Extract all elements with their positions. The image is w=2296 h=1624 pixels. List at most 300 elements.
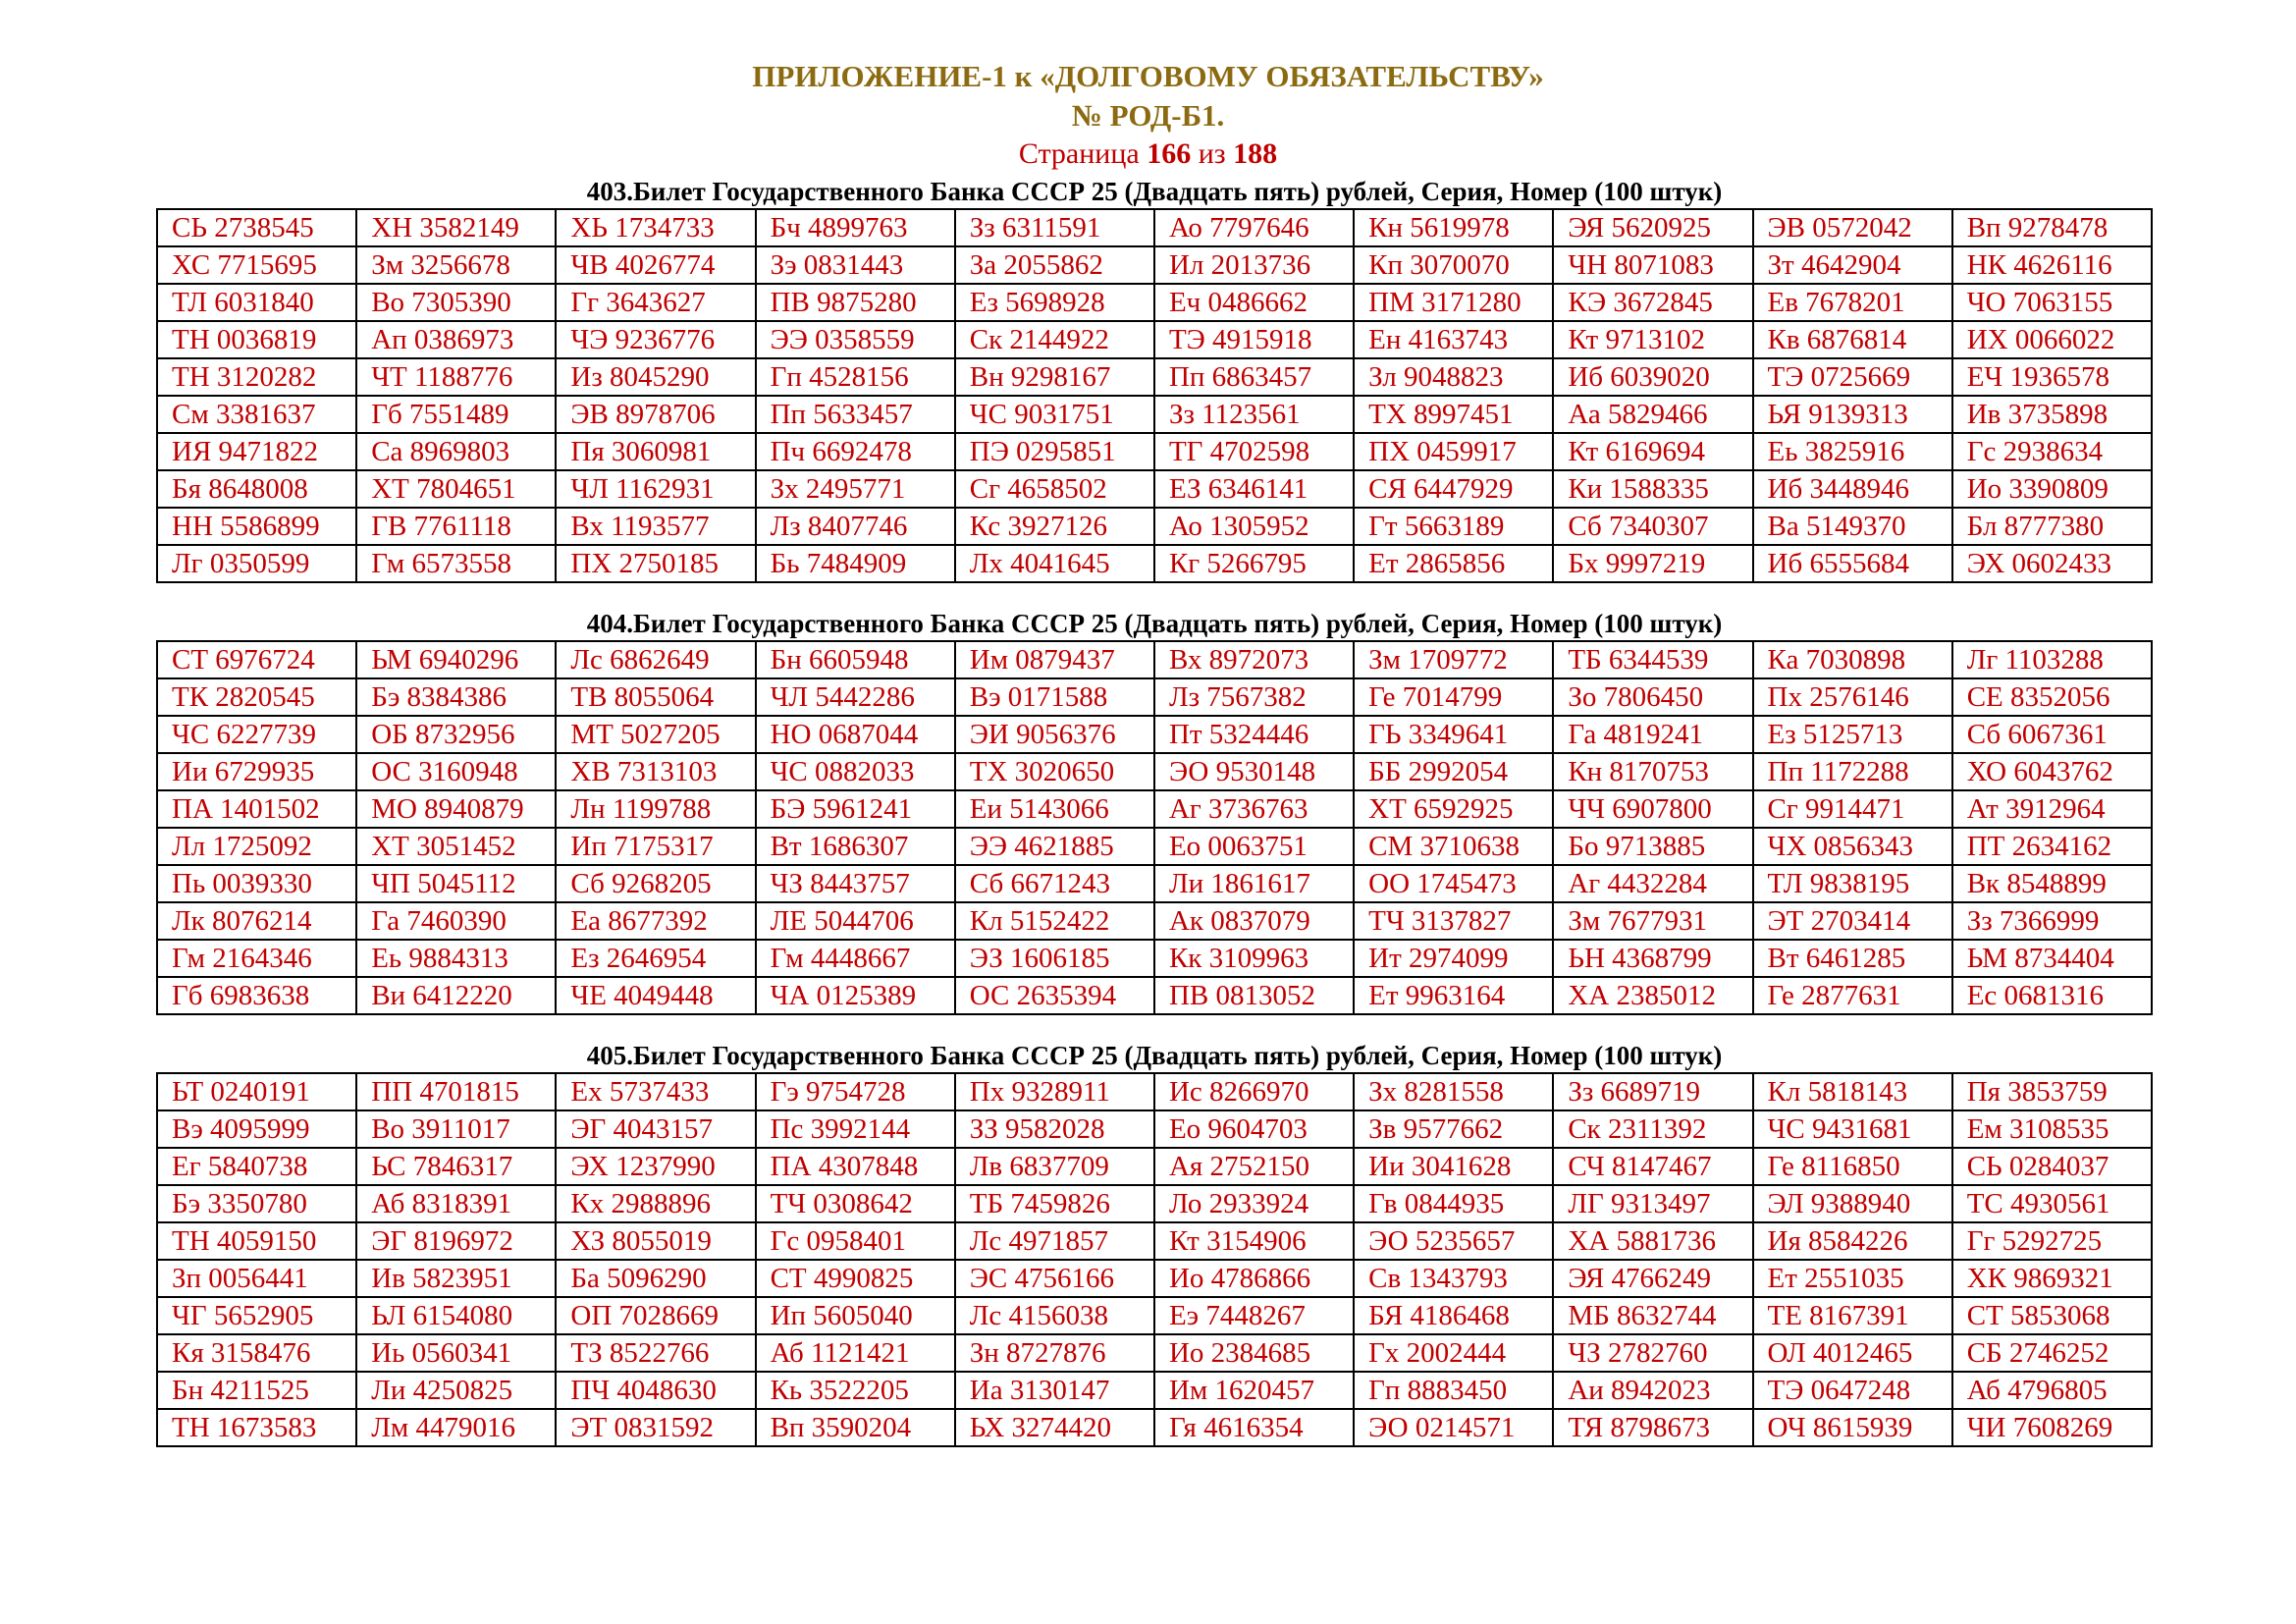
serial-cell: ТЯ 8798673 <box>1553 1409 1752 1446</box>
serial-cell: Лс 4156038 <box>955 1297 1154 1334</box>
serial-cell: Бя 8648008 <box>157 470 356 508</box>
serial-cell: Зм 3256678 <box>356 246 556 284</box>
serial-cell: ТБ 6344539 <box>1553 641 1752 678</box>
serial-cell: ЧЭ 9236776 <box>556 321 755 358</box>
page-prefix: Страница <box>1018 137 1148 170</box>
serial-cell: ТЭ 0725669 <box>1753 358 1952 396</box>
serial-cell: ЧС 9431681 <box>1753 1110 1952 1148</box>
serial-cell: Кх 2988896 <box>556 1185 755 1222</box>
serial-cell: Ив 5823951 <box>356 1260 556 1297</box>
serial-cell: ТЛ 9838195 <box>1753 865 1952 902</box>
serial-cell: Гс 2938634 <box>1952 433 2152 470</box>
serial-cell: Лв 6837709 <box>955 1148 1154 1185</box>
serial-cell: Ба 5096290 <box>556 1260 755 1297</box>
serial-cell: Вт 1686307 <box>756 828 955 865</box>
serial-cell: СБ 2746252 <box>1952 1334 2152 1372</box>
table-row <box>157 678 2152 716</box>
serial-cell: Ис 8266970 <box>1154 1073 1354 1110</box>
serial-cell: Аб 1121421 <box>756 1334 955 1372</box>
serial-cell: Вн 9298167 <box>955 358 1154 396</box>
serial-cell: Ез 5698928 <box>955 284 1154 321</box>
serial-cell: ЧС 9031751 <box>955 396 1154 433</box>
serial-cell: Кт 6169694 <box>1553 433 1752 470</box>
serial-cell: ОП 7028669 <box>556 1297 755 1334</box>
serial-cell: ЬМ 8734404 <box>1952 940 2152 977</box>
serial-cell: ОС 3160948 <box>356 753 556 790</box>
serial-cell: Пт 5324446 <box>1154 716 1354 753</box>
serial-cell: ЭХ 0602433 <box>1952 545 2152 582</box>
table-row <box>157 545 2152 582</box>
table-row <box>157 1297 2152 1334</box>
serial-cell: СТ 5853068 <box>1952 1297 2152 1334</box>
serial-cell: Аб 4796805 <box>1952 1372 2152 1409</box>
serial-cell: Ех 5737433 <box>556 1073 755 1110</box>
serial-cell: Иб 6039020 <box>1553 358 1752 396</box>
serial-cell: Лс 4971857 <box>955 1222 1154 1260</box>
serial-cell: Зт 4642904 <box>1753 246 1952 284</box>
serial-cell: Во 3911017 <box>356 1110 556 1148</box>
serial-cell: Вх 8972073 <box>1154 641 1354 678</box>
serial-cell: Кп 3070070 <box>1354 246 1553 284</box>
serial-cell: Лз 8407746 <box>756 508 955 545</box>
table-row <box>157 828 2152 865</box>
serial-cell: ОО 1745473 <box>1354 865 1553 902</box>
serial-cell: Кя 3158476 <box>157 1334 356 1372</box>
serial-cell: Бн 4211525 <box>157 1372 356 1409</box>
serial-cell: ТГ 4702598 <box>1154 433 1354 470</box>
serial-cell: ЭЗ 1606185 <box>955 940 1154 977</box>
table-row <box>157 865 2152 902</box>
serial-cell: ЭС 4756166 <box>955 1260 1154 1297</box>
serial-cell: ТН 0036819 <box>157 321 356 358</box>
serial-cell: Ио 3390809 <box>1952 470 2152 508</box>
serial-cell: ЧН 8071083 <box>1553 246 1752 284</box>
serial-cell: ПЭ 0295851 <box>955 433 1154 470</box>
serial-cell: ТЧ 3137827 <box>1354 902 1553 940</box>
serial-cell: Пя 3853759 <box>1952 1073 2152 1110</box>
serial-cell: ЧЛ 5442286 <box>756 678 955 716</box>
serial-cell: Еа 8677392 <box>556 902 755 940</box>
table-row <box>157 716 2152 753</box>
serial-cell: Лг 1103288 <box>1952 641 2152 678</box>
serial-cell: Пх 2576146 <box>1753 678 1952 716</box>
serial-cell: ТЭ 4915918 <box>1154 321 1354 358</box>
serial-cell: Га 4819241 <box>1553 716 1752 753</box>
serial-cell: ПА 4307848 <box>756 1148 955 1185</box>
serial-cell: ТК 2820545 <box>157 678 356 716</box>
section-title: 405.Билет Государственного Банка СССР 25 (Двадцать пять) рублей, Серия, Номер (100 штук) <box>586 1041 1723 1070</box>
serial-cell: Зз 6689719 <box>1553 1073 1752 1110</box>
serial-cell: ЭО 9530148 <box>1154 753 1354 790</box>
serial-cell: ЧП 5045112 <box>356 865 556 902</box>
serial-cell: Ат 3912964 <box>1952 790 2152 828</box>
serial-cell: Аг 4432284 <box>1553 865 1752 902</box>
serial-cell: Ен 4163743 <box>1354 321 1553 358</box>
serial-cell: Зл 9048823 <box>1354 358 1553 396</box>
serial-cell: Бл 8777380 <box>1952 508 2152 545</box>
serial-cell: Ет 9963164 <box>1354 977 1553 1014</box>
serial-cell: Во 7305390 <box>356 284 556 321</box>
serial-cell: Сг 9914471 <box>1753 790 1952 828</box>
serial-cell: ТН 4059150 <box>157 1222 356 1260</box>
serial-cell: Кк 3109963 <box>1154 940 1354 977</box>
serial-cell: Сб 7340307 <box>1553 508 1752 545</box>
serial-cell: Бь 7484909 <box>756 545 955 582</box>
serial-cell: Гг 5292725 <box>1952 1222 2152 1260</box>
serial-cell: Лм 4479016 <box>356 1409 556 1446</box>
page-total: 188 <box>1233 137 1278 170</box>
serial-cell: ЧЛ 1162931 <box>556 470 755 508</box>
serial-cell: ХЗ 8055019 <box>556 1222 755 1260</box>
serial-cell: Вэ 4095999 <box>157 1110 356 1148</box>
serial-cell: Ви 6412220 <box>356 977 556 1014</box>
serial-cell: Пс 3992144 <box>756 1110 955 1148</box>
serial-cell: Ип 7175317 <box>556 828 755 865</box>
serial-cell: Аб 8318391 <box>356 1185 556 1222</box>
serial-cell: ББ 2992054 <box>1354 753 1553 790</box>
table-row <box>157 508 2152 545</box>
serial-cell: СЬ 0284037 <box>1952 1148 2152 1185</box>
section-title: 403.Билет Государственного Банка СССР 25 (Двадцать пять) рублей, Серия, Номер (100 штук) <box>586 177 1723 206</box>
serial-cell: Ит 2974099 <box>1354 940 1553 977</box>
serial-cell: Зх 2495771 <box>756 470 955 508</box>
serial-cell: ХТ 3051452 <box>356 828 556 865</box>
serial-cell: Ез 2646954 <box>556 940 755 977</box>
serial-cell: Гх 2002444 <box>1354 1334 1553 1372</box>
serial-cell: Кс 3927126 <box>955 508 1154 545</box>
serial-cell: Иь 0560341 <box>356 1334 556 1372</box>
serial-cell: Гб 6983638 <box>157 977 356 1014</box>
serial-cell: Аа 5829466 <box>1553 396 1752 433</box>
serial-cell: Лс 6862649 <box>556 641 755 678</box>
table-row <box>157 1260 2152 1297</box>
serial-cell: Им 1620457 <box>1154 1372 1354 1409</box>
serial-table <box>156 1072 2153 1447</box>
serial-cell: ЛЕ 5044706 <box>756 902 955 940</box>
serial-cell: Вт 6461285 <box>1753 940 1952 977</box>
serial-cell: ХА 2385012 <box>1553 977 1752 1014</box>
serial-cell: ХА 5881736 <box>1553 1222 1752 1260</box>
serial-cell: ИЯ 9471822 <box>157 433 356 470</box>
serial-cell: НК 4626116 <box>1952 246 2152 284</box>
serial-cell: ХВ 7313103 <box>556 753 755 790</box>
serial-cell: ТЛ 6031840 <box>157 284 356 321</box>
serial-cell: Зз 6311591 <box>955 209 1154 246</box>
serial-cell: Зз 1123561 <box>1154 396 1354 433</box>
serial-cell: Аи 8942023 <box>1553 1372 1752 1409</box>
serial-cell: Кт 3154906 <box>1154 1222 1354 1260</box>
serial-cell: Сб 9268205 <box>556 865 755 902</box>
serial-cell: За 2055862 <box>955 246 1154 284</box>
serial-cell: ПВ 0813052 <box>1154 977 1354 1014</box>
serial-cell: Зз 7366999 <box>1952 902 2152 940</box>
serial-cell: Пч 6692478 <box>756 433 955 470</box>
serial-cell: ХН 3582149 <box>356 209 556 246</box>
serial-cell: ЧС 6227739 <box>157 716 356 753</box>
serial-cell: ТН 1673583 <box>157 1409 356 1446</box>
serial-cell: Гя 4616354 <box>1154 1409 1354 1446</box>
serial-cell: ЭЯ 4766249 <box>1553 1260 1752 1297</box>
table-row <box>157 790 2152 828</box>
serial-cell: Лн 1199788 <box>556 790 755 828</box>
table-row <box>157 470 2152 508</box>
table-row <box>157 284 2152 321</box>
serial-cell: Зх 8281558 <box>1354 1073 1553 1110</box>
serial-cell: Кг 5266795 <box>1154 545 1354 582</box>
serial-cell: Ия 8584226 <box>1753 1222 1952 1260</box>
serial-cell: НН 5586899 <box>157 508 356 545</box>
table-row <box>157 902 2152 940</box>
serial-cell: Ил 2013736 <box>1154 246 1354 284</box>
serial-cell: СЕ 8352056 <box>1952 678 2152 716</box>
serial-cell: Ге 2877631 <box>1753 977 1952 1014</box>
serial-cell: ЭЭ 4621885 <box>955 828 1154 865</box>
serial-cell: КЭ 3672845 <box>1553 284 1752 321</box>
serial-cell: Бх 9997219 <box>1553 545 1752 582</box>
serial-cell: ЬМ 6940296 <box>356 641 556 678</box>
serial-cell: ЗЗ 9582028 <box>955 1110 1154 1148</box>
serial-cell: Вп 9278478 <box>1952 209 2152 246</box>
serial-cell: Ет 2865856 <box>1354 545 1553 582</box>
serial-cell: ЕЧ 1936578 <box>1952 358 2152 396</box>
serial-cell: Зм 1709772 <box>1354 641 1553 678</box>
serial-cell: Вк 8548899 <box>1952 865 2152 902</box>
serial-cell: ЧВ 4026774 <box>556 246 755 284</box>
serial-table <box>156 640 2153 1015</box>
serial-cell: Ео 9604703 <box>1154 1110 1354 1148</box>
serial-cell: Зн 8727876 <box>955 1334 1154 1372</box>
serial-cell: Ге 7014799 <box>1354 678 1553 716</box>
serial-cell: Зв 9577662 <box>1354 1110 1553 1148</box>
serial-cell: Ии 6729935 <box>157 753 356 790</box>
serial-cell: Еь 9884313 <box>356 940 556 977</box>
serial-cell: ЬЛ 6154080 <box>356 1297 556 1334</box>
serial-cell: ЭЭ 0358559 <box>756 321 955 358</box>
serial-cell: Вп 3590204 <box>756 1409 955 1446</box>
serial-cell: ТБ 7459826 <box>955 1185 1154 1222</box>
serial-cell: ПМ 3171280 <box>1354 284 1553 321</box>
serial-cell: ЭТ 2703414 <box>1753 902 1952 940</box>
serial-cell: Сб 6067361 <box>1952 716 2152 753</box>
serial-cell: Бн 6605948 <box>756 641 955 678</box>
serial-cell: ЕЗ 6346141 <box>1154 470 1354 508</box>
serial-cell: Ео 0063751 <box>1154 828 1354 865</box>
serial-cell: Гв 0844935 <box>1354 1185 1553 1222</box>
serial-cell: Ем 3108535 <box>1952 1110 2152 1148</box>
serial-cell: Иб 6555684 <box>1753 545 1952 582</box>
serial-cell: ОС 2635394 <box>955 977 1154 1014</box>
serial-cell: ЭО 0214571 <box>1354 1409 1553 1446</box>
serial-cell: Иа 3130147 <box>955 1372 1154 1409</box>
serial-cell: Лл 1725092 <box>157 828 356 865</box>
serial-cell: Ге 8116850 <box>1753 1148 1952 1185</box>
serial-cell: Гс 0958401 <box>756 1222 955 1260</box>
serial-cell: Вх 1193577 <box>556 508 755 545</box>
serial-cell: Сг 4658502 <box>955 470 1154 508</box>
serial-cell: Ап 0386973 <box>356 321 556 358</box>
serial-cell: СМ 3710638 <box>1354 828 1553 865</box>
serial-cell: СЯ 6447929 <box>1354 470 1553 508</box>
serial-cell: ЧЗ 8443757 <box>756 865 955 902</box>
serial-cell: ГЬ 3349641 <box>1354 716 1553 753</box>
section-title: 404.Билет Государственного Банка СССР 25 (Двадцать пять) рублей, Серия, Номер (100 штук) <box>586 609 1723 638</box>
serial-cell: Еь 3825916 <box>1753 433 1952 470</box>
table-row <box>157 246 2152 284</box>
table-row <box>157 641 2152 678</box>
serial-cell: ХС 7715695 <box>157 246 356 284</box>
serial-cell: ОЧ 8615939 <box>1753 1409 1952 1446</box>
serial-cell: ЭГ 4043157 <box>556 1110 755 1148</box>
serial-cell: Ки 1588335 <box>1553 470 1752 508</box>
serial-cell: ХО 6043762 <box>1952 753 2152 790</box>
serial-cell: ЬС 7846317 <box>356 1148 556 1185</box>
table-row <box>157 1148 2152 1185</box>
serial-cell: СЧ 8147467 <box>1553 1148 1752 1185</box>
serial-cell: ОЛ 4012465 <box>1753 1334 1952 1372</box>
serial-cell: Кн 5619978 <box>1354 209 1553 246</box>
serial-cell: Из 8045290 <box>556 358 755 396</box>
table-row <box>157 940 2152 977</box>
serial-cell: ЬХ 3274420 <box>955 1409 1154 1446</box>
serial-cell: МБ 8632744 <box>1553 1297 1752 1334</box>
serial-cell: Им 0879437 <box>955 641 1154 678</box>
serial-cell: ПЧ 4048630 <box>556 1372 755 1409</box>
serial-cell: Ес 0681316 <box>1952 977 2152 1014</box>
serial-cell: ЬТ 0240191 <box>157 1073 356 1110</box>
table-row <box>157 753 2152 790</box>
serial-cell: Зм 7677931 <box>1553 902 1752 940</box>
serial-cell: Бэ 3350780 <box>157 1185 356 1222</box>
serial-cell: ЬН 4368799 <box>1553 940 1752 977</box>
serial-cell: МТ 5027205 <box>556 716 755 753</box>
serial-cell: Ез 5125713 <box>1753 716 1952 753</box>
serial-cell: Вэ 0171588 <box>955 678 1154 716</box>
page-mid: из <box>1191 137 1234 170</box>
serial-cell: Гг 3643627 <box>556 284 755 321</box>
serial-cell: ТЭ 0647248 <box>1753 1372 1952 1409</box>
serial-cell: ПВ 9875280 <box>756 284 955 321</box>
serial-cell: ЧА 0125389 <box>756 977 955 1014</box>
serial-cell: Бо 9713885 <box>1553 828 1752 865</box>
serial-cell: ЧГ 5652905 <box>157 1297 356 1334</box>
serial-cell: Еи 5143066 <box>955 790 1154 828</box>
serial-cell: Пп 6863457 <box>1154 358 1354 396</box>
serial-cell: ТН 3120282 <box>157 358 356 396</box>
serial-cell: Кв 6876814 <box>1753 321 1952 358</box>
serial-cell: ТЕ 8167391 <box>1753 1297 1952 1334</box>
section-404 <box>156 607 2153 1015</box>
serial-cell: ТХ 3020650 <box>955 753 1154 790</box>
serial-cell: ТВ 8055064 <box>556 678 755 716</box>
table-row <box>157 1185 2152 1222</box>
section-405 <box>156 1039 2153 1447</box>
serial-cell: Га 7460390 <box>356 902 556 940</box>
serial-cell: Ск 2311392 <box>1553 1110 1752 1148</box>
serial-cell: Лз 7567382 <box>1154 678 1354 716</box>
serial-cell: ЧЗ 2782760 <box>1553 1334 1752 1372</box>
serial-cell: ТХ 8997451 <box>1354 396 1553 433</box>
serial-cell: Гп 8883450 <box>1354 1372 1553 1409</box>
serial-cell: ЬЯ 9139313 <box>1753 396 1952 433</box>
serial-cell: ТЧ 0308642 <box>756 1185 955 1222</box>
serial-cell: ЧЕ 4049448 <box>556 977 755 1014</box>
serial-cell: БЯ 4186468 <box>1354 1297 1553 1334</box>
serial-cell: Ао 1305952 <box>1154 508 1354 545</box>
serial-cell: Зэ 0831443 <box>756 246 955 284</box>
serial-cell: ХК 9869321 <box>1952 1260 2152 1297</box>
serial-cell: МО 8940879 <box>356 790 556 828</box>
serial-cell: Гб 7551489 <box>356 396 556 433</box>
serial-cell: Ли 1861617 <box>1154 865 1354 902</box>
document-number: № РОД-Б1. <box>1071 98 1225 133</box>
serial-cell: Лх 4041645 <box>955 545 1154 582</box>
table-row <box>157 1073 2152 1110</box>
serial-cell: Гм 2164346 <box>157 940 356 977</box>
serial-cell: ТС 4930561 <box>1952 1185 2152 1222</box>
serial-cell: Ио 2384685 <box>1154 1334 1354 1372</box>
serial-cell: СТ 6976724 <box>157 641 356 678</box>
serial-cell: Сб 6671243 <box>955 865 1154 902</box>
serial-cell: ЭЯ 5620925 <box>1553 209 1752 246</box>
serial-cell: ЭО 5235657 <box>1354 1222 1553 1260</box>
serial-cell: ПХ 2750185 <box>556 545 755 582</box>
table-row <box>157 977 2152 1014</box>
serial-cell: Ло 2933924 <box>1154 1185 1354 1222</box>
serial-cell: Кт 9713102 <box>1553 321 1752 358</box>
serial-cell: Бэ 8384386 <box>356 678 556 716</box>
serial-cell: ПП 4701815 <box>356 1073 556 1110</box>
table-row <box>157 1222 2152 1260</box>
serial-cell: ЭГ 8196972 <box>356 1222 556 1260</box>
serial-cell: Ет 2551035 <box>1753 1260 1952 1297</box>
serial-cell: Пх 9328911 <box>955 1073 1154 1110</box>
serial-cell: ПА 1401502 <box>157 790 356 828</box>
serial-cell: ЛГ 9313497 <box>1553 1185 1752 1222</box>
serial-cell: Ао 7797646 <box>1154 209 1354 246</box>
serial-cell: ГВ 7761118 <box>356 508 556 545</box>
serial-cell: ЧТ 1188776 <box>356 358 556 396</box>
serial-cell: Кь 3522205 <box>756 1372 955 1409</box>
page-current: 166 <box>1147 137 1192 170</box>
serial-cell: Ск 2144922 <box>955 321 1154 358</box>
serial-cell: ЧО 7063155 <box>1952 284 2152 321</box>
section-403 <box>156 175 2153 583</box>
serial-cell: Ка 7030898 <box>1753 641 1952 678</box>
serial-cell: ПХ 0459917 <box>1354 433 1553 470</box>
serial-cell: Ая 2752150 <box>1154 1148 1354 1185</box>
serial-cell: ЧХ 0856343 <box>1753 828 1952 865</box>
serial-cell: Ли 4250825 <box>356 1372 556 1409</box>
serial-cell: Св 1343793 <box>1354 1260 1553 1297</box>
serial-cell: ТЗ 8522766 <box>556 1334 755 1372</box>
table-row <box>157 433 2152 470</box>
serial-cell: Еэ 7448267 <box>1154 1297 1354 1334</box>
serial-cell: ЧС 0882033 <box>756 753 955 790</box>
serial-cell: Ип 5605040 <box>756 1297 955 1334</box>
serial-cell: СЬ 2738545 <box>157 209 356 246</box>
serial-table <box>156 208 2153 583</box>
serial-cell: Гм 4448667 <box>756 940 955 977</box>
serial-cell: Кл 5818143 <box>1753 1073 1952 1110</box>
serial-cell: ЭТ 0831592 <box>556 1409 755 1446</box>
serial-cell: Кн 8170753 <box>1553 753 1752 790</box>
serial-cell: Лк 8076214 <box>157 902 356 940</box>
table-row <box>157 358 2152 396</box>
serial-cell: Иб 3448946 <box>1753 470 1952 508</box>
serial-cell: См 3381637 <box>157 396 356 433</box>
serial-cell: Гт 5663189 <box>1354 508 1553 545</box>
page-indicator <box>0 135 2296 173</box>
